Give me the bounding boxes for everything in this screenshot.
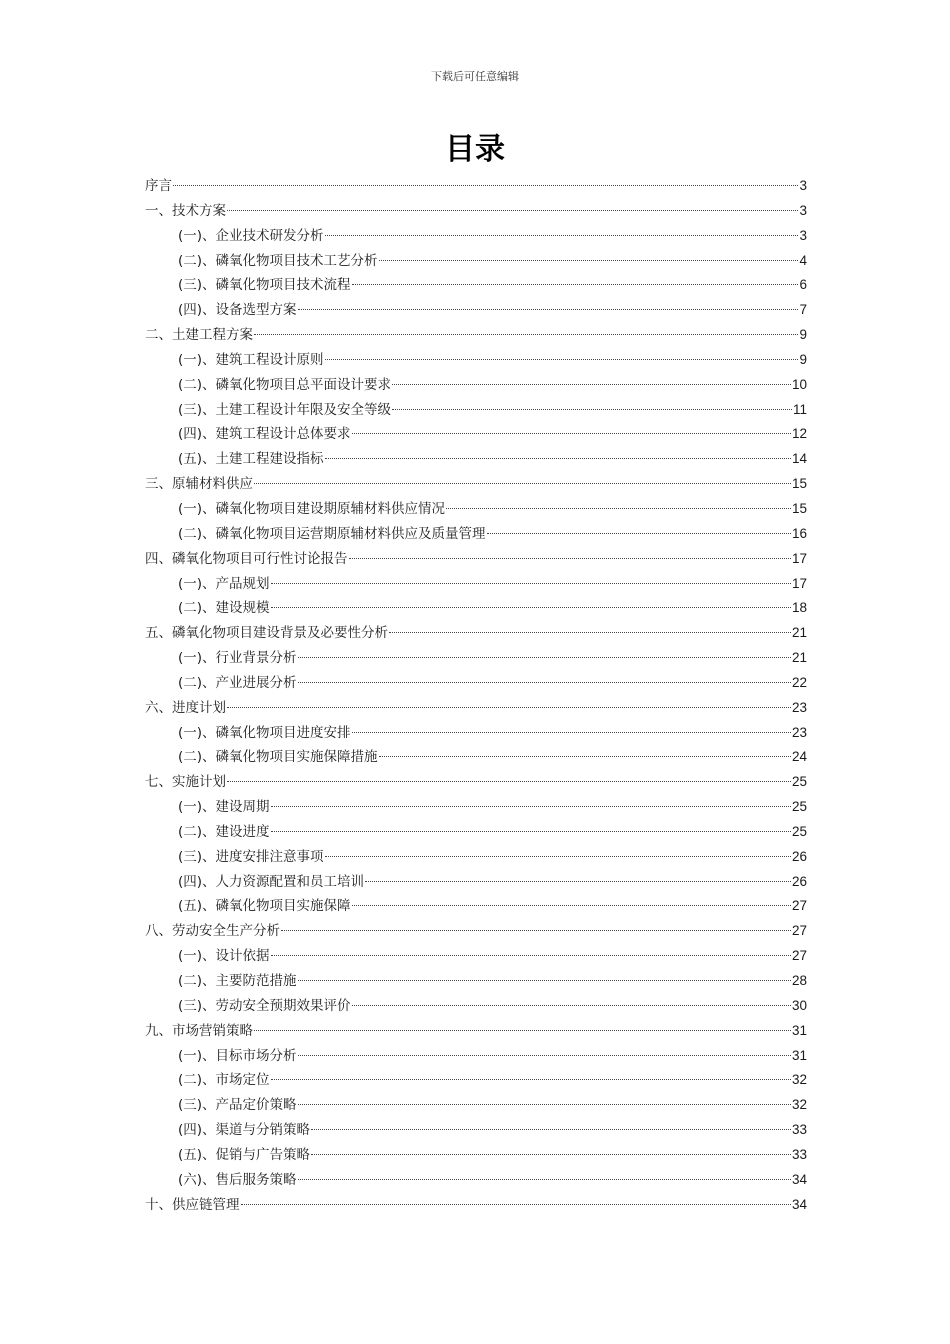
toc-dot-leader — [389, 632, 791, 633]
toc-entry[interactable] — [145, 298, 807, 323]
toc-entry-page-number: 6 — [799, 277, 807, 293]
toc-entry-label: (一)、建设周期 — [178, 799, 270, 816]
toc-dot-leader — [227, 781, 791, 782]
toc-entry-page-number: 33 — [791, 1146, 807, 1162]
toc-entry-page-number: 34 — [791, 1171, 807, 1187]
toc-entry-page-number: 3 — [799, 178, 807, 193]
toc-entry-label: (一)、行业背景分析 — [178, 650, 297, 667]
toc-dot-leader — [325, 359, 799, 360]
toc-entry[interactable] — [145, 224, 807, 249]
toc-entry[interactable] — [145, 1118, 807, 1143]
toc-entry[interactable] — [145, 249, 807, 274]
toc-entry[interactable] — [145, 820, 807, 845]
toc-entry-label: (一)、建筑工程设计原则 — [178, 351, 324, 368]
toc-entry-label: (一)、磷氧化物项目建设期原辅材料供应情况 — [178, 500, 446, 517]
toc-dot-leader — [365, 881, 791, 882]
toc-dot-leader — [254, 334, 798, 335]
toc-entry-label: (六)、售后服务策略 — [178, 1171, 297, 1188]
toc-dot-leader — [487, 533, 791, 534]
toc-entry[interactable] — [145, 845, 807, 870]
toc-dot-leader — [271, 955, 791, 956]
toc-dot-leader — [227, 707, 791, 708]
toc-entry-label: (二)、磷氧化物项目总平面设计要求 — [178, 376, 392, 393]
toc-entry[interactable] — [145, 348, 807, 373]
page-title: 目录 — [445, 132, 505, 167]
toc-entry-page-number: 31 — [791, 1022, 807, 1038]
toc-entry-page-number: 30 — [791, 997, 807, 1013]
toc-entry[interactable] — [145, 572, 807, 597]
toc-entry-page-number: 33 — [791, 1122, 807, 1138]
toc-entry-label: (一)、设计依据 — [178, 948, 270, 965]
toc-entry-page-number: 9 — [799, 351, 807, 367]
toc-dot-leader — [298, 657, 791, 658]
toc-entry-label: (四)、人力资源配置和员工培训 — [178, 873, 365, 890]
toc-entry-page-number: 15 — [791, 476, 807, 492]
toc-entry-label: 一、技术方案 — [145, 202, 226, 219]
toc-dot-leader — [298, 1179, 791, 1180]
toc-entry-label: (二)、磷氧化物项目实施保障措施 — [178, 749, 378, 766]
toc-entry[interactable] — [145, 994, 807, 1019]
toc-dot-leader — [325, 458, 791, 459]
toc-entry-page-number: 16 — [791, 525, 807, 541]
toc-entry[interactable] — [145, 646, 807, 671]
toc-entry[interactable] — [145, 398, 807, 423]
toc-entry-label: 五、磷氧化物项目建设背景及必要性分析 — [145, 625, 388, 642]
toc-entry[interactable] — [145, 472, 807, 497]
toc-entry-page-number: 4 — [799, 252, 807, 268]
toc-entry-label: (一)、企业技术研发分析 — [178, 227, 324, 244]
toc-entry-label: 六、进度计划 — [145, 699, 226, 716]
toc-entry-page-number: 10 — [791, 376, 807, 392]
toc-entry-page-number: 3 — [799, 227, 807, 243]
toc-entry[interactable] — [145, 770, 807, 795]
toc-dot-leader — [281, 930, 791, 931]
toc-entry-label: (一)、产品规划 — [178, 575, 270, 592]
toc-entry-label: (二)、磷氧化物项目运营期原辅材料供应及质量管理 — [178, 525, 486, 542]
toc-entry-page-number: 17 — [791, 550, 807, 566]
toc-dot-leader — [241, 1204, 791, 1205]
toc-dot-leader — [392, 409, 792, 410]
toc-entry-label: (一)、目标市场分析 — [178, 1047, 297, 1064]
toc-entry-page-number: 23 — [791, 699, 807, 715]
toc-entry[interactable] — [145, 373, 807, 398]
toc-entry-page-number: 25 — [791, 823, 807, 839]
toc-entry[interactable] — [145, 870, 807, 895]
toc-entry-page-number: 22 — [791, 674, 807, 690]
toc-entry[interactable] — [145, 1068, 807, 1093]
toc-entry-page-number: 12 — [791, 426, 807, 442]
toc-entry-page-number: 17 — [791, 575, 807, 591]
toc-entry-label: (三)、产品定价策略 — [178, 1097, 297, 1114]
toc-entry-page-number: 24 — [791, 749, 807, 765]
toc-dot-leader — [325, 235, 799, 236]
toc-entry-label: (四)、渠道与分销策略 — [178, 1122, 311, 1139]
toc-entry-label: 二、土建工程方案 — [145, 327, 253, 344]
toc-entry[interactable] — [145, 547, 807, 572]
toc-dot-leader — [271, 1079, 791, 1080]
toc-dot-leader — [298, 1104, 791, 1105]
toc-dot-leader — [311, 1129, 791, 1130]
toc-entry[interactable] — [145, 273, 807, 298]
toc-entry-page-number: 7 — [799, 302, 807, 318]
toc-dot-leader — [271, 607, 791, 608]
toc-entry[interactable] — [145, 621, 807, 646]
toc-entry-label: 四、磷氧化物项目可行性讨论报告 — [145, 550, 348, 567]
toc-dot-leader — [446, 508, 791, 509]
toc-entry-page-number: 27 — [791, 948, 807, 964]
toc-entry-label: (二)、主要防范措施 — [178, 973, 297, 989]
toc-entry-page-number: 28 — [791, 973, 807, 988]
toc-entry-label: 七、实施计划 — [145, 774, 226, 791]
toc-entry[interactable] — [145, 323, 807, 348]
toc-dot-leader — [392, 384, 791, 385]
toc-entry[interactable] — [145, 1193, 807, 1218]
toc-entry-page-number: 31 — [791, 1047, 807, 1063]
toc-entry[interactable] — [145, 497, 807, 522]
toc-entry-page-number: 23 — [791, 724, 807, 740]
toc-entry-page-number: 26 — [791, 873, 807, 889]
toc-entry[interactable] — [145, 696, 807, 721]
toc-dot-leader — [379, 260, 799, 261]
toc-entry[interactable] — [145, 795, 807, 820]
toc-dot-leader — [352, 433, 791, 434]
toc-entry-label: (四)、建筑工程设计总体要求 — [178, 426, 351, 443]
toc-dot-leader — [349, 558, 791, 559]
toc-entry[interactable] — [145, 721, 807, 746]
toc-entry-label: (五)、土建工程建设指标 — [178, 451, 324, 468]
toc-dot-leader — [311, 1154, 791, 1155]
toc-entry-page-number: 26 — [791, 848, 807, 864]
toc-entry[interactable] — [145, 944, 807, 969]
toc-dot-leader — [352, 284, 799, 285]
toc-dot-leader — [271, 806, 791, 807]
toc-entry-page-number: 27 — [791, 923, 807, 939]
table-of-contents — [145, 174, 807, 1217]
toc-entry-label: (四)、设备选型方案 — [178, 302, 297, 319]
toc-dot-leader — [298, 980, 791, 981]
toc-entry[interactable] — [145, 174, 807, 199]
toc-entry-label: (二)、建设进度 — [178, 823, 270, 840]
toc-entry[interactable] — [145, 894, 807, 919]
toc-entry-page-number: 15 — [791, 500, 807, 516]
toc-entry-label: 八、劳动安全生产分析 — [145, 923, 280, 940]
toc-entry-label: (三)、进度安排注意事项 — [178, 848, 324, 865]
toc-entry-label: (二)、市场定位 — [178, 1072, 270, 1089]
toc-entry-label: (一)、磷氧化物项目进度安排 — [178, 724, 351, 741]
toc-entry-page-number: 32 — [791, 1097, 807, 1113]
toc-dot-leader — [271, 583, 791, 584]
toc-dot-leader — [173, 185, 798, 186]
toc-dot-leader — [254, 483, 791, 484]
toc-entry-page-number: 27 — [791, 898, 807, 914]
toc-entry-page-number: 25 — [791, 799, 807, 815]
toc-entry[interactable] — [145, 1168, 807, 1193]
toc-entry[interactable] — [145, 671, 807, 696]
toc-entry-label: 序言 — [145, 178, 172, 194]
toc-dot-leader — [325, 856, 791, 857]
toc-entry-page-number: 9 — [799, 327, 807, 343]
toc-entry[interactable] — [145, 596, 807, 621]
toc-entry[interactable] — [145, 1019, 807, 1044]
toc-entry[interactable] — [145, 919, 807, 944]
toc-entry[interactable] — [145, 199, 807, 224]
toc-entry-page-number: 21 — [791, 650, 807, 666]
toc-entry-page-number: 32 — [791, 1072, 807, 1088]
toc-dot-leader — [298, 1055, 791, 1056]
toc-entry[interactable] — [145, 745, 807, 770]
toc-entry-label: (二)、建设规模 — [178, 600, 270, 617]
toc-entry-label: (五)、促销与广告策略 — [178, 1146, 311, 1163]
toc-entry-label: (五)、磷氧化物项目实施保障 — [178, 898, 351, 915]
toc-entry[interactable] — [145, 422, 807, 447]
toc-dot-leader — [254, 1030, 791, 1031]
toc-dot-leader — [379, 756, 791, 757]
toc-entry-label: (三)、磷氧化物项目技术流程 — [178, 277, 351, 294]
toc-entry-label: (二)、磷氧化物项目技术工艺分析 — [178, 252, 378, 269]
toc-dot-leader — [298, 309, 799, 310]
toc-entry[interactable] — [145, 1093, 807, 1118]
toc-entry[interactable] — [145, 522, 807, 547]
toc-entry-page-number: 34 — [791, 1196, 807, 1212]
toc-entry-label: (三)、土建工程设计年限及安全等级 — [178, 401, 392, 418]
toc-entry-page-number: 14 — [791, 451, 807, 467]
toc-dot-leader — [352, 905, 791, 906]
toc-dot-leader — [298, 682, 791, 683]
toc-dot-leader — [352, 1005, 791, 1006]
toc-entry[interactable] — [145, 447, 807, 472]
toc-entry-page-number: 11 — [792, 401, 807, 417]
toc-entry[interactable] — [145, 1143, 807, 1168]
toc-dot-leader — [227, 210, 798, 211]
toc-entry-page-number: 18 — [791, 600, 807, 616]
toc-entry-label: (三)、劳动安全预期效果评价 — [178, 997, 351, 1014]
toc-entry-page-number: 3 — [799, 202, 807, 218]
header-note: 下载后可任意编辑 — [431, 70, 519, 83]
toc-entry[interactable] — [145, 1044, 807, 1069]
toc-entry-page-number: 25 — [791, 774, 807, 790]
toc-entry-label: 九、市场营销策略 — [145, 1022, 253, 1039]
toc-entry-label: (二)、产业进展分析 — [178, 674, 297, 691]
toc-dot-leader — [352, 732, 791, 733]
toc-entry-page-number: 21 — [791, 625, 807, 641]
toc-entry-label: 十、供应链管理 — [145, 1196, 240, 1213]
toc-entry[interactable] — [145, 969, 807, 994]
toc-dot-leader — [271, 831, 791, 832]
toc-entry-label: 三、原辅材料供应 — [145, 476, 253, 493]
